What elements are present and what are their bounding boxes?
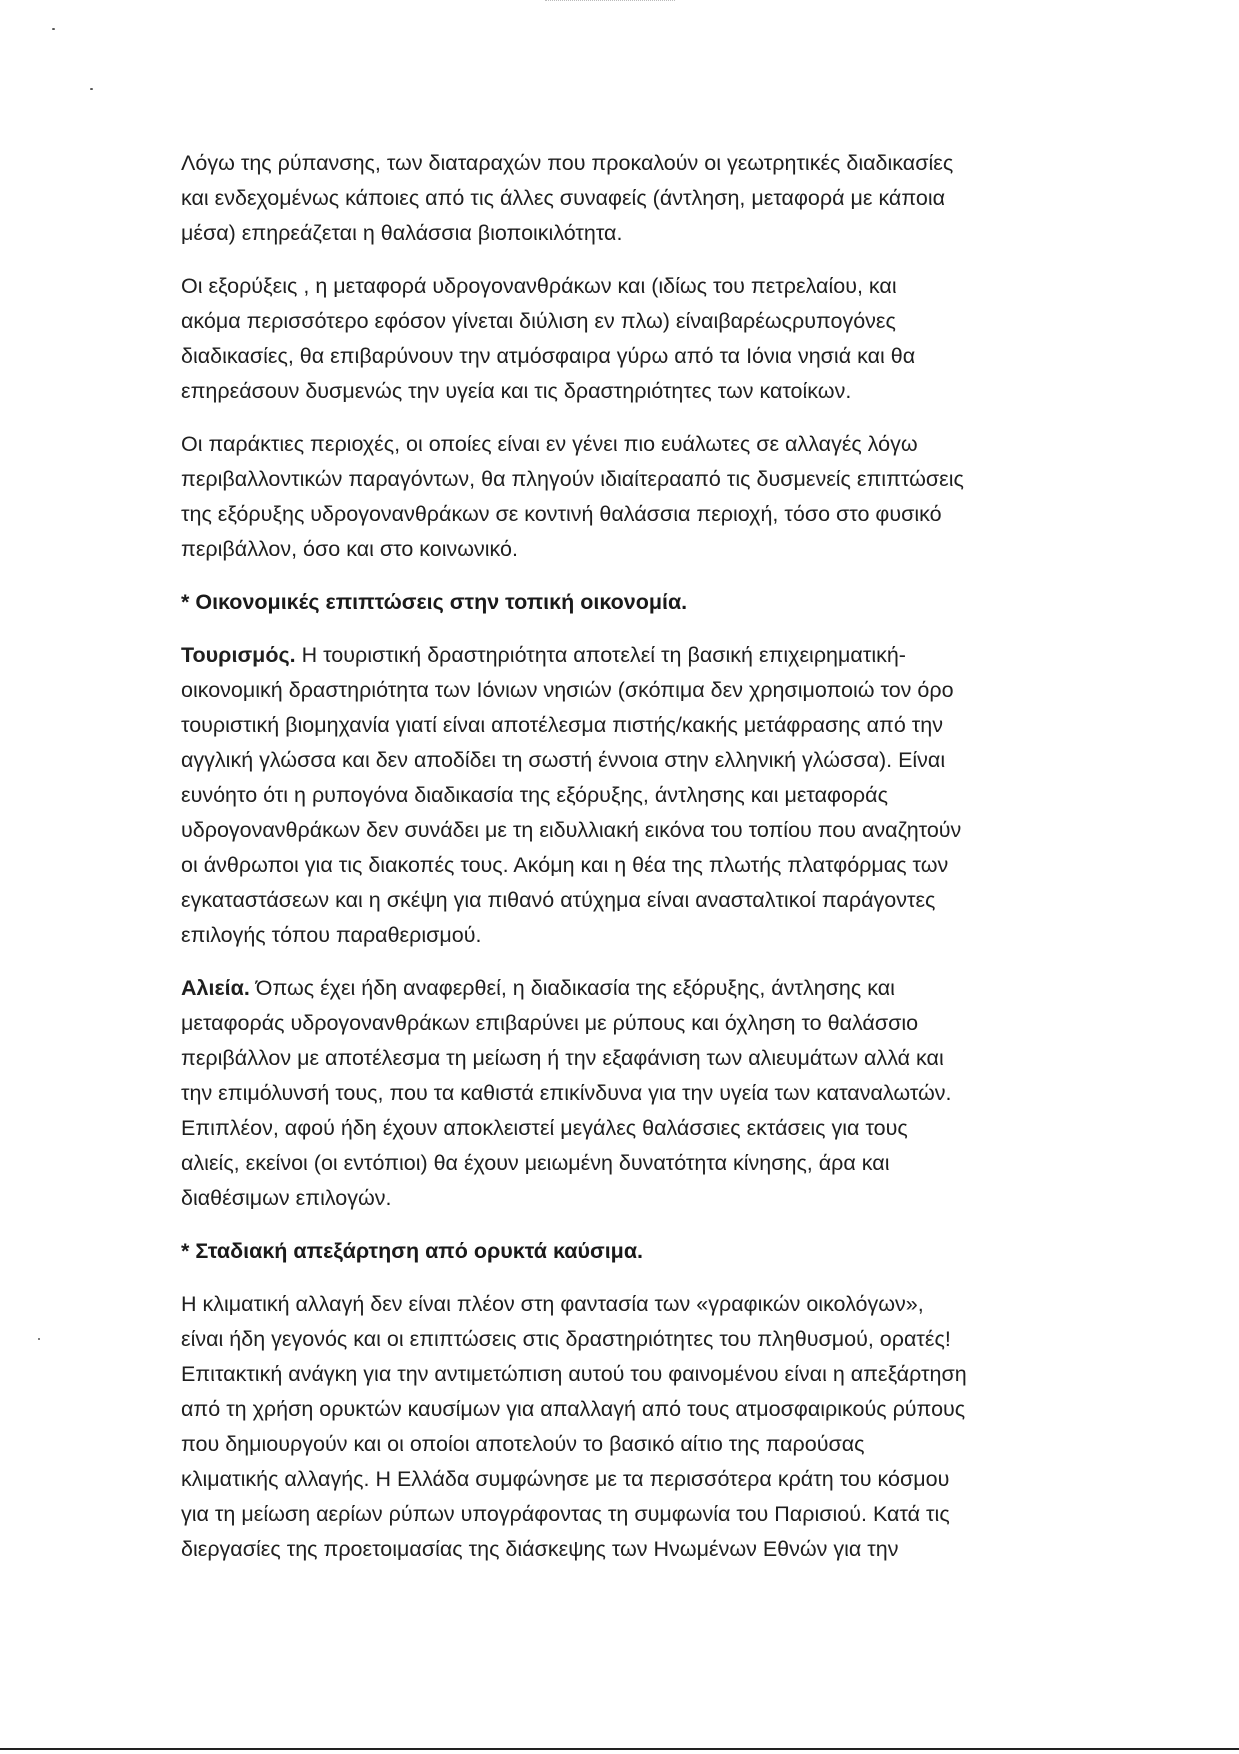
scan-speck [52, 28, 55, 30]
scan-artifact-top [545, 0, 675, 4]
tourism-label: Τουρισμός. [181, 643, 296, 667]
section-heading-economic: * Οικονομικές επιπτώσεις στην τοπική οικονομία. [181, 590, 688, 614]
scan-bottom-edge [0, 1748, 1239, 1750]
document-body [181, 146, 1061, 1585]
scan-speck [90, 88, 93, 90]
scan-speck [38, 1338, 40, 1340]
fishing-label: Αλιεία. [181, 976, 250, 1000]
paragraph-biodiversity: Λόγω της ρύπανσης, των διαταραχών που προκαλούν οι γεωτρητικές διαδικασίες και ενδεχομένως κάποιες από τις άλλες συναφείς (άντληση, μεταφορά με κάποια μέσα) επηρεάζεται η θαλάσσια βιοποικιλότητα. [181, 151, 954, 245]
paragraph-climate-change: Η κλιματική αλλαγή δεν είναι πλέον στη φαντασία των «γραφικών οικολόγων», είναι ήδη γεγονός και οι επιπτώσεις στις δραστηριότητες του πληθυσμού, ορατές! Επιτακτική ανάγκη για την αντιμετώπιση αυτού του φαινομένου είναι η απεξάρτηση από τη χρήση ορυκτών καυσίμων για απαλλαγή από τους ατμοσφαιρικούς ρύπους που δημιουργούν και οι οποίοι αποτελούν το βασικό αίτιο της παρούσας κλιματικής αλλαγής. Η Ελλάδα συμφώνησε με τα περισσότερα κράτη του κόσμου για τη μείωση αερίων ρύπων υπογράφοντας τη συμφωνία του Παρισιού. Κατά τις διεργασίες της προετοιμασίας της διάσκεψης των Ηνωμένων Εθνών για την [181, 1292, 967, 1561]
section-heading-fossil-fuels: * Σταδιακή απεξάρτηση από ορυκτά καύσιμα. [181, 1239, 644, 1263]
paragraph-drilling: Οι εξορύξεις , η μεταφορά υδρογονανθράκων και (ιδίως του πετρελαίου, και ακόμα περισσότερο εφόσον γίνεται διύλιση εν πλω) είναιβαρέωςρυπογόνες διαδικασίες, θα επιβαρύνουν την ατμόσφαιρα γύρω από τα Ιόνια νησιά και θα επηρεάσουν δυσμενώς την υγεία και τις δραστηριότητες των κατοίκων. [181, 274, 916, 403]
paragraph-tourism: Τουρισμός. Η τουριστική δραστηριότητα αποτελεί τη βασική επιχειρηματική- οικονομική δραστηριότητα των Ιόνιων νησιών (σκόπιμα δεν χρησιμοποιώ τον όρο τουριστική βιομηχανία γιατί είναι αποτέλεσμα πιστής/κακής μετάφρασης από την αγγλική γλώσσα και δεν αποδίδει τη σωστή έννοια στην ελληνική γλώσσα). Είναι ευνόητο ότι η ρυπογόνα διαδικασία της εξόρυξης, άντλησης και μεταφοράς υδρογονανθράκων δεν συνάδει με τη ειδυλλιακή εικόνα του τοπίου που αναζητούν οι άνθρωποι για τις διακοπές τους. Ακόμη και η θέα της πλωτής πλατφόρμας των εγκαταστάσεων και η σκέψη για πιθανό ατύχημα είναι ανασταλτικοί παράγοντες επιλογής τόπου παραθερισμού. [181, 643, 962, 947]
paragraph-fishing: Αλιεία. Όπως έχει ήδη αναφερθεί, η διαδικασία της εξόρυξης, άντλησης και μεταφοράς υδρογονανθράκων επιβαρύνει με ρύπους και όχληση το θαλάσσιο περιβάλλον με αποτέλεσμα τη μείωση ή την εξαφάνιση των αλιευμάτων αλλά και την επιμόλυνσή τους, που τα καθιστά επικίνδυνα για την υγεία των καταναλωτών. Επιπλέον, αφού ήδη έχουν αποκλειστεί μεγάλες θαλάσσιες εκτάσεις για τους αλιείς, εκείνοι (οι εντόπιοι) θα έχουν μειωμένη δυνατότητα κίνησης, άρα και διαθέσιμων επιλογών. [181, 976, 952, 1210]
paragraph-coastal-areas: Οι παράκτιες περιοχές, οι οποίες είναι εν γένει πιο ευάλωτες σε αλλαγές λόγω περιβαλλοντικών παραγόντων, θα πληγούν ιδιαίτερααπό τις δυσμενείς επιπτώσεις της εξόρυξης υδρογονανθράκων σε κοντινή θαλάσσια περιοχή, τόσο στο φυσικό περιβάλλον, όσο και στο κοινωνικό. [181, 432, 964, 561]
